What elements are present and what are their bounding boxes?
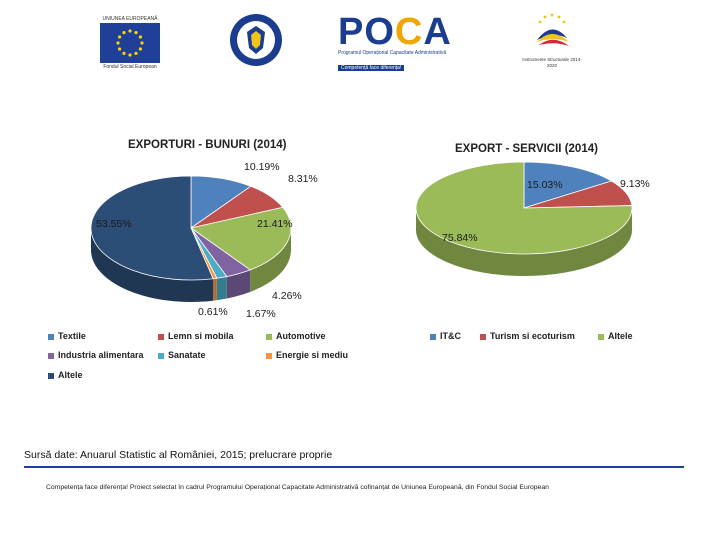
goods-label-automotive: 21.41%: [257, 218, 293, 230]
services-legend-item: Turism si ecoturism: [480, 331, 575, 341]
services-legend-item: Altele: [598, 331, 633, 341]
goods-wall-5: [213, 278, 217, 300]
goods-legend-item: Automotive: [266, 331, 326, 341]
chart-goods-pie: [86, 160, 296, 320]
goods-legend-item: Industria alimentara: [48, 350, 144, 360]
footer-text: Competența face diferența! Proiect selectat în cadrul Programului Operațional Capacitate Administrativă cofinanțat de Uniunea Europeană, din Fondul Social European: [46, 484, 549, 491]
services-label-itc: 15.03%: [527, 179, 563, 191]
source-note: Sursă date: Anuarul Statistic al României, 2015; prelucrare proprie: [24, 449, 333, 461]
structural-instruments-icon: [527, 12, 577, 52]
eu-flag-icon: [100, 23, 160, 63]
structural-instruments-caption: Instrumente Structurale 2014-2020: [522, 57, 582, 68]
goods-label-sanatate: 1.67%: [246, 308, 276, 320]
goods-label-lemn: 8.31%: [288, 173, 318, 185]
structural-instruments-logo: [520, 12, 584, 69]
goods-label-textile: 10.19%: [244, 161, 280, 173]
eu-logo: [98, 16, 162, 70]
services-label-altele: 75.84%: [442, 232, 478, 244]
poca-wordmark: POCA: [338, 11, 452, 53]
goods-label-alimentara: 4.26%: [272, 290, 302, 302]
goods-legend-item: Altele: [48, 370, 83, 380]
goods-wall-4: [217, 277, 227, 301]
poca-motto: Competență face diferența!: [338, 65, 404, 71]
poca-logo: [338, 11, 460, 74]
goods-legend-item: Sanatate: [158, 350, 206, 360]
chart-services-title: EXPORT - SERVICII (2014): [455, 143, 598, 155]
goods-legend-item: Energie si mediu: [266, 350, 348, 360]
logo-row: [0, 12, 720, 72]
eu-caption-top: UNIUNEA EUROPEANĂ: [102, 16, 158, 22]
poca-subtitle: Programul Operațional Capacitate Administrativă: [338, 50, 447, 56]
eu-caption-bottom: Fondul Social European: [103, 64, 157, 70]
footer-divider: [24, 466, 684, 468]
goods-label-altele: 53.55%: [96, 218, 132, 230]
goods-legend-item: Lemn si mobila: [158, 331, 234, 341]
government-seal-logo: [228, 12, 284, 68]
services-legend-item: IT&C: [430, 331, 461, 341]
chart-goods-title: EXPORTURI - BUNURI (2014): [128, 139, 287, 151]
services-label-turism: 9.13%: [620, 178, 650, 190]
goods-label-energie: 0.61%: [198, 306, 228, 318]
goods-legend-item: Textile: [48, 331, 86, 341]
